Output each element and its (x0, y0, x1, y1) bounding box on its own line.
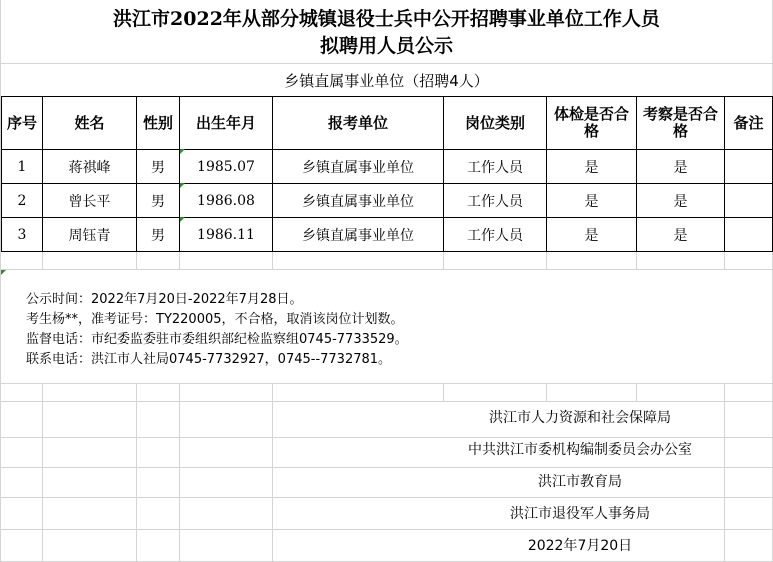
cell-unit: 乡镇直属事业单位 (273, 184, 444, 218)
document-title-line2: 拟聘用人员公示 (319, 35, 453, 57)
note-contact-phone: 联系电话：洪江市人社局0745-7732927，0745--7732781。 (26, 352, 392, 367)
hire-list-table (1, 96, 773, 252)
cell-birth: 1986.08 (180, 184, 273, 218)
table-row (2, 150, 773, 184)
header-position: 岗位类别 (444, 97, 547, 150)
document-title-line1: 洪江市2022年从部分城镇退役士兵中公开招聘事业单位工作人员 (113, 8, 660, 30)
cell-index: 3 (2, 218, 43, 252)
cell-assessment: 是 (637, 184, 725, 218)
cell-remarks (725, 218, 773, 252)
cell-unit: 乡镇直属事业单位 (273, 218, 444, 252)
cell-medical: 是 (547, 150, 637, 184)
cell-index: 1 (2, 150, 43, 184)
cell-position: 工作人员 (444, 218, 547, 252)
signature-veterans-bureau: 洪江市退役军人事务局 (510, 506, 650, 522)
header-assessment: 考察是否合格 (637, 97, 725, 150)
cell-remarks (725, 184, 773, 218)
table-row (2, 184, 773, 218)
cell-gender: 男 (137, 218, 180, 252)
cell-name: 蒋祺峰 (43, 150, 137, 184)
cell-remarks (725, 150, 773, 184)
cell-marker-icon (180, 217, 185, 222)
cell-marker-icon (1, 270, 6, 275)
table-row (2, 218, 773, 252)
table-header-row (2, 97, 773, 150)
signature-date: 2022年7月20日 (527, 538, 633, 554)
section-subtitle: 乡镇直属事业单位（招聘4人） (284, 72, 489, 90)
header-remarks: 备注 (725, 97, 773, 150)
cell-marker-icon (180, 183, 185, 188)
cell-gender: 男 (137, 184, 180, 218)
header-name: 姓名 (43, 97, 137, 150)
header-medical: 体检是否合格 (547, 97, 637, 150)
note-publicity-period: 公示时间：2022年7月20日-2022年7月28日。 (26, 292, 303, 307)
cell-assessment: 是 (637, 150, 725, 184)
cell-index: 2 (2, 184, 43, 218)
cell-unit: 乡镇直属事业单位 (273, 150, 444, 184)
cell-marker-icon (180, 149, 185, 154)
cell-gender: 男 (137, 150, 180, 184)
cell-name: 曾长平 (43, 184, 137, 218)
cell-position: 工作人员 (444, 150, 547, 184)
cell-assessment: 是 (637, 218, 725, 252)
note-supervision-phone: 监督电话：市纪委监委驻市委组织部纪检监察组0745-7733529。 (26, 332, 408, 347)
cell-birth: 1985.07 (180, 150, 273, 184)
signature-education-bureau: 洪江市教育局 (538, 474, 622, 490)
cell-name: 周钰青 (43, 218, 137, 252)
note-disqualified: 考生杨**，准考证号：TY220005，不合格，取消该岗位计划数。 (26, 312, 404, 327)
signature-staffing-office: 中共洪江市委机构编制委员会办公室 (468, 442, 692, 458)
cell-medical: 是 (547, 184, 637, 218)
header-index: 序号 (2, 97, 43, 150)
header-birth: 出生年月 (180, 97, 273, 150)
cell-medical: 是 (547, 218, 637, 252)
signature-hr-bureau: 洪江市人力资源和社会保障局 (489, 410, 671, 426)
header-gender: 性别 (137, 97, 180, 150)
header-unit: 报考单位 (273, 97, 444, 150)
notice-notes (26, 290, 408, 370)
cell-position: 工作人员 (444, 184, 547, 218)
cell-birth: 1986.11 (180, 218, 273, 252)
